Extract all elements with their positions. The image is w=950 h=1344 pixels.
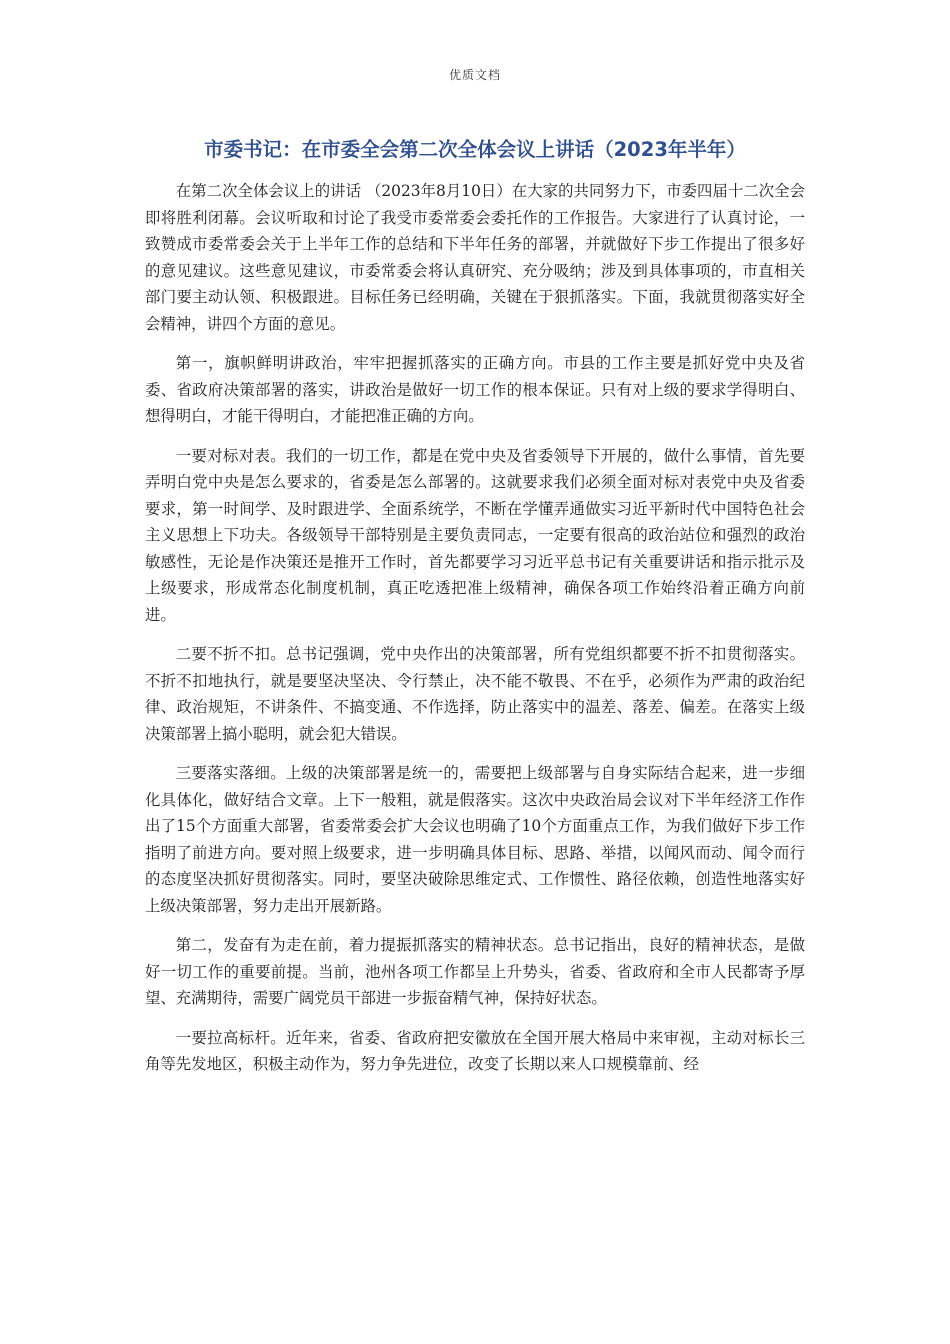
document-title: 市委书记：在市委全会第二次全体会议上讲话（2023年半年） [204,138,746,161]
paragraph: 第二，发奋有为走在前，着力提振抓落实的精神状态。总书记指出，良好的精神状态，是做好一切工作的重要前提。当前，池州各项工作都呈上升势头，省委、省政府和全市人民都寄予厚望、充满期待，需要广阔党员干部进一步振奋精气神，保持好状态。 [145,936,805,1007]
header-label: 优质文档 [448,68,501,82]
paragraph: 一要拉高标杆。近年来，省委、省政府把安徽放在全国开展大格局中来审视，主动对标长三角等先发地区，积极主动作为，努力争先进位，改变了长期以来人口规模靠前、经 [145,1028,805,1073]
paragraph: 第一，旗帜鲜明讲政治，牢牢把握抓落实的正确方向。市县的工作主要是抓好党中央及省委、省政府决策部署的落实，讲政治是做好一切工作的根本保证。只有对上级的要求学得明白、想得明白，才能干得明白，才能把准正确的方向。 [145,354,805,425]
paragraph: 在第二次全体会议上的讲话 （2023年8月10日）在大家的共同努力下，市委四届十二次全会即将胜利闭幕。会议听取和讨论了我受市委常委会委托作的工作报告。大家进行了认真讨论，一致赞成市委常委会关于上半年工作的总结和下半年任务的部署，并就做好下步工作提出了很多好的意见建议。这些意见建议，市委常委会将认真研究、充分吸纳；涉及到具体事项的，市直相关部门要主动认领、积极跟进。目标任务已经明确，关键在于狠抓落实。下面，我就贯彻落实好全会精神，讲四个方面的意见。 [145,182,805,333]
paragraph: 二要不折不扣。总书记强调，党中央作出的决策部署，所有党组织都要不折不扣贯彻落实。不折不扣地执行，就是要坚决坚决、令行禁止，决不能不敬畏、不在乎，必须作为严肃的政治纪律、政治规矩，不讲条件、不搞变通、不作选择，防止落实中的温差、落差、偏差。在落实上级决策部署上搞小聪明，就会犯大错误。 [145,645,805,743]
paragraph: 三要落实落细。上级的决策部署是统一的，需要把上级部署与自身实际结合起来，进一步细化具体化，做好结合文章。上下一般粗，就是假落实。这次中央政治局会议对下半年经济工作作出了15个方面重大部署，省委常委会扩大会议也明确了10个方面重点工作，为我们做好下步工作指明了前进方向。要对照上级要求，进一步明确具体目标、思路、举措，以闻风而动、闻令而行的态度坚决抓好贯彻落实。同时，要坚决破除思维定式、工作惯性、路径依赖，创造性地落实好上级决策部署，努力走出开展新路。 [145,764,805,915]
paragraph: 一要对标对表。我们的一切工作，都是在党中央及省委领导下开展的，做什么事情，首先要弄明白党中央是怎么要求的，省委是怎么部署的。这就要求我们必须全面对标对表党中央及省委要求，第一时间学、及时跟进学、全面系统学，不断在学懂弄通做实习近平新时代中国特色社会主义思想上下功夫。各级领导干部特别是主要负责同志，一定要有很高的政治站位和强烈的政治敏感性，无论是作决策还是推开工作时，首先都要学习习近平总书记有关重要讲话和指示批示及上级要求，形成常态化制度机制，真正吃透把准上级精神，确保各项工作始终沿着正确方向前进。 [145,446,805,624]
document-body [145,178,805,1091]
